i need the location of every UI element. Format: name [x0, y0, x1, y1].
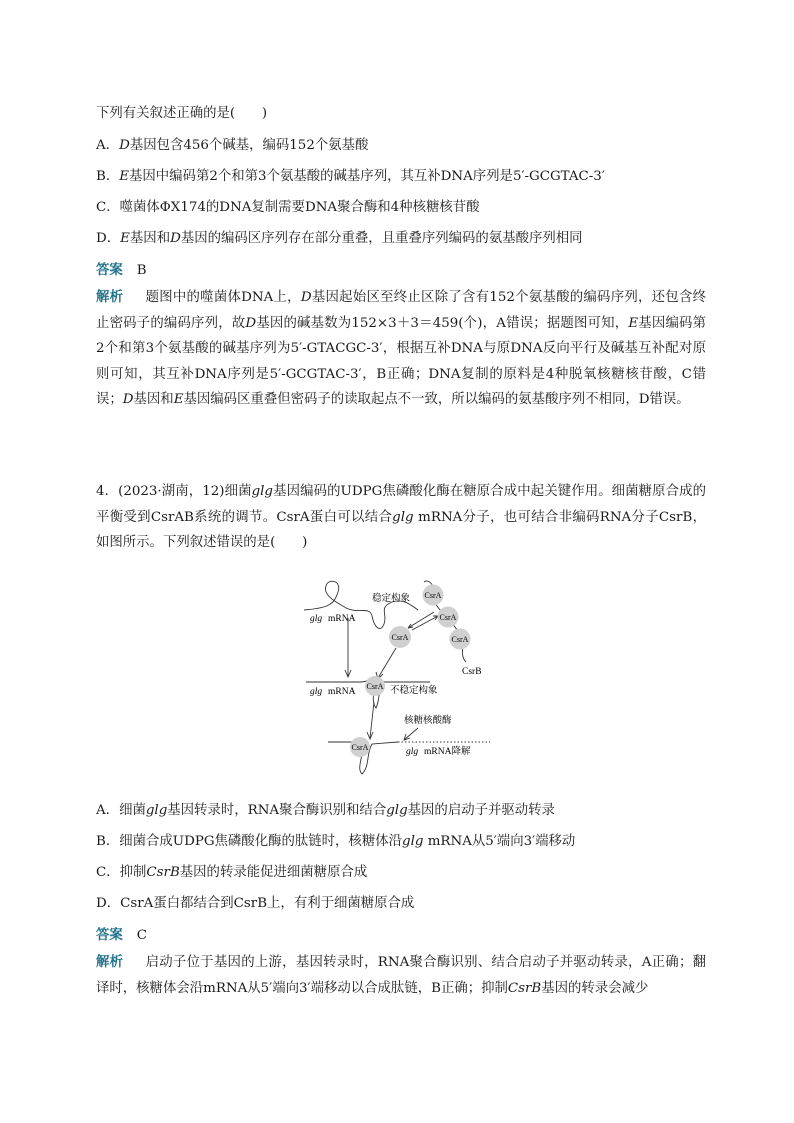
- q4-answer: [96, 927, 706, 944]
- label-glg-bottom: glg: [406, 747, 419, 757]
- q4-explanation: 解析 启动子位于基因的上游，基因转录时，RNA聚合酶识别、结合启动子并驱动转录，A正确；翻译时，核糖体会沿mRNA从5′端向3′端移动以合成肽链，B正确；抑制CsrB基因的转录会减少: [96, 954, 707, 996]
- label-unstable: 不稳定构象: [390, 686, 438, 696]
- answer-value: B: [136, 263, 147, 278]
- label-rnase: 核糖核酸酶: [404, 716, 452, 726]
- explanation-label: 解析: [96, 954, 124, 970]
- q3-option-c[interactable]: C．噬菌体ΦX174的DNA复制需要DNA聚合酶和4种核糖核苷酸: [96, 200, 480, 215]
- q4-option-a[interactable]: A．细菌glg基因转录时，RNA聚合酶识别和结合glg基因的启动子并驱动转录: [96, 803, 555, 818]
- label-csra-b2: CsrA: [439, 613, 457, 622]
- label-degrade: mRNA降解: [424, 747, 471, 757]
- label-csra-b1: CsrA: [424, 591, 442, 600]
- q3-option-b[interactable]: B．E基因中编码第2个和第3个氨基酸的碱基序列，其互补DNA序列是5′-GCGTAC-3′: [96, 169, 605, 184]
- q3-option-d[interactable]: D．E基因和D基因的编码区序列存在部分重叠，且重叠序列编码的氨基酸序列相同: [96, 231, 583, 246]
- csrab-figure: [300, 578, 500, 778]
- q3-explanation: 解析 题图中的噬菌体DNA上，D基因起始区至终止区除了含有152个氨基酸的编码序列，还包含终止密码子的编码序列，故D基因的碱基数为152×3＋3＝459(个)，A错误；据题图可知，E基因编码第2个和第3个氨基酸的碱基序列为5′-GTACGC-3′，根据互补DNA与原DNA反向平行及碱基互补配对原则可知，其互补DNA序列是5′-GCGTAC-3′，B正确；DNA复制的原料是4种脱氧核糖核苷酸，C错误；D基因和E基因编码区重叠但密码子的读取起点不一致，所以编码的氨基酸序列不相同，D错误。: [96, 289, 707, 407]
- q4-option-c[interactable]: C．抑制CsrB基因的转录能促进细菌糖原合成: [96, 865, 368, 880]
- label-csra-mid: CsrA: [366, 682, 384, 691]
- q4-stem: 4．(2023·湖南，12)细菌glg基因编码的UDPG焦磷酸化酶在糖原合成中起关键作用。细菌糖原合成的平衡受到CsrAB系统的调节。CsrA蛋白可以结合glg mRNA分子，也可结合非编码RNA分子CsrB，如图所示。下列叙述错误的是( ): [96, 484, 707, 550]
- label-csra-b3: CsrA: [451, 635, 469, 644]
- q3-stem: 下列有关叙述正确的是( ): [96, 106, 268, 121]
- q4-option-d[interactable]: D．CsrA蛋白都结合到CsrB上，有利于细菌糖原合成: [96, 896, 415, 911]
- label-stable: 稳定构象: [372, 594, 411, 604]
- label-csrb: CsrB: [462, 667, 482, 677]
- answer-label: 答案: [96, 927, 123, 943]
- q3-answer: [96, 262, 706, 279]
- label-glg-mid: glg: [310, 687, 323, 697]
- label-csra-center: CsrA: [391, 633, 409, 642]
- label-mrna-top: mRNA: [328, 614, 356, 624]
- label-glg-top: glg: [310, 614, 323, 624]
- q3-option-a[interactable]: A．D基因包含456个碱基，编码152个氨基酸: [96, 138, 369, 153]
- answer-label: 答案: [96, 262, 123, 278]
- label-csra-bottom: CsrA: [351, 743, 369, 752]
- answer-value: C: [136, 928, 148, 943]
- explanation-label: 解析: [96, 289, 124, 305]
- label-mrna-mid: mRNA: [328, 687, 356, 697]
- q4-option-b[interactable]: B．细菌合成UDPG焦磷酸化酶的肽链时，核糖体沿glg mRNA从5′端向3′端移动: [96, 834, 576, 849]
